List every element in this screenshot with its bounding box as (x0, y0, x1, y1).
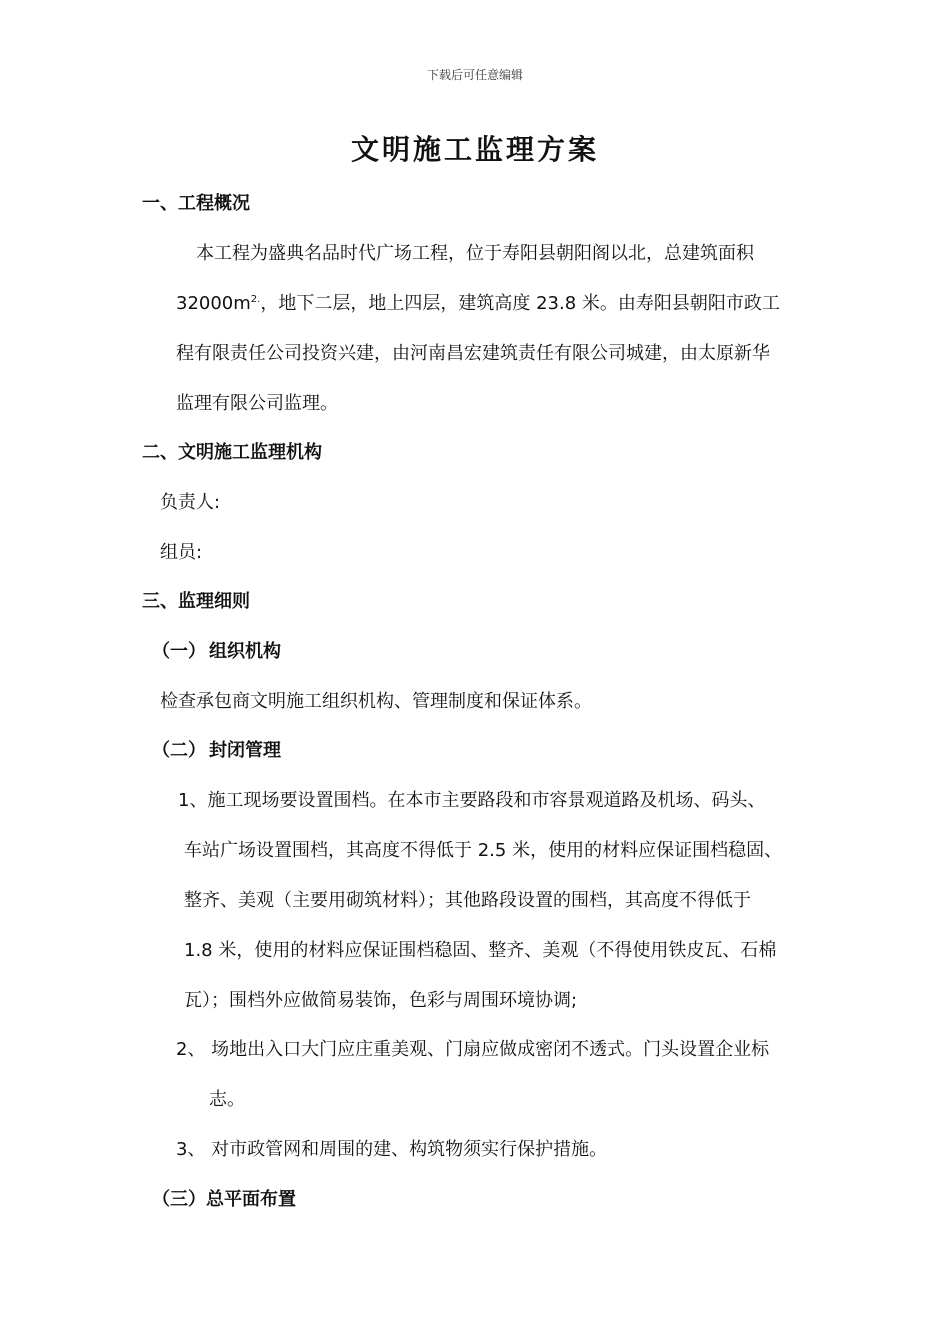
members-label: 组员: (160, 542, 203, 563)
page-title: 文明施工监理方案 (350, 133, 599, 166)
area-unit-superscript: 2. (250, 294, 261, 305)
subsection-1-text: 检查承包商文明施工组织机构、管理制度和保证体系。 (160, 691, 592, 712)
subsection-2-number: （二） (152, 740, 206, 761)
section-2-heading: 二、文明施工监理机构 (142, 442, 322, 463)
header-note: 下载后可任意编辑 (426, 68, 523, 82)
item-1-line-5: 瓦）；围档外应做简易装饰，色彩与周围环境协调; (184, 990, 578, 1011)
section-1-heading: 一、工程概况 (142, 193, 250, 214)
item-2-line-2: 志。 (209, 1089, 245, 1110)
item-2-line-1: 2、 场地出入口大门应庄重美观、门扇应做成密闭不透式。门头设置企业标 (176, 1039, 770, 1060)
section-3-heading: 三、监理细则 (142, 591, 250, 612)
subsection-3-heading: （三）总平面布置 (152, 1189, 296, 1210)
subsection-1-number: （一） (152, 641, 206, 662)
item-3: 3、 对市政管网和周围的建、构筑物须实行保护措施。 (176, 1139, 608, 1160)
item-1-line-1: 1、施工现场要设置围档。在本市主要路段和市容景观道路及机场、码头、 (178, 790, 766, 811)
section-1-line-2-rest: ，地下二层，地上四层，建筑高度 23.8 米。由寿阳县朝阳市政工 (260, 293, 780, 314)
item-1-line-4: 1.8 米，使用的材料应保证围档稳固、整齐、美观（不得使用铁皮瓦、石棉 (184, 940, 777, 961)
area-value: 32000m (176, 293, 251, 314)
section-1-line-1: 本工程为盛典名品时代广场工程，位于寿阳县朝阳阁以北，总建筑面积 (196, 243, 754, 264)
section-1-line-3: 程有限责任公司投资兴建，由河南昌宏建筑责任有限公司城建，由太原新华 (176, 343, 770, 364)
item-1-line-2: 车站广场设置围档，其高度不得低于 2.5 米，使用的材料应保证围档稳固、 (184, 840, 783, 861)
item-1-line-3: 整齐、美观（主要用砌筑材料）；其他路段设置的围档，其高度不得低于 (184, 890, 751, 911)
subsection-1-title: 组织机构 (209, 641, 281, 662)
section-1-line-2 (176, 289, 780, 315)
subsection-2-title: 封闭管理 (209, 740, 281, 761)
responsible-person-label: 负责人: (160, 492, 221, 513)
section-1-line-4: 监理有限公司监理。 (176, 393, 338, 414)
